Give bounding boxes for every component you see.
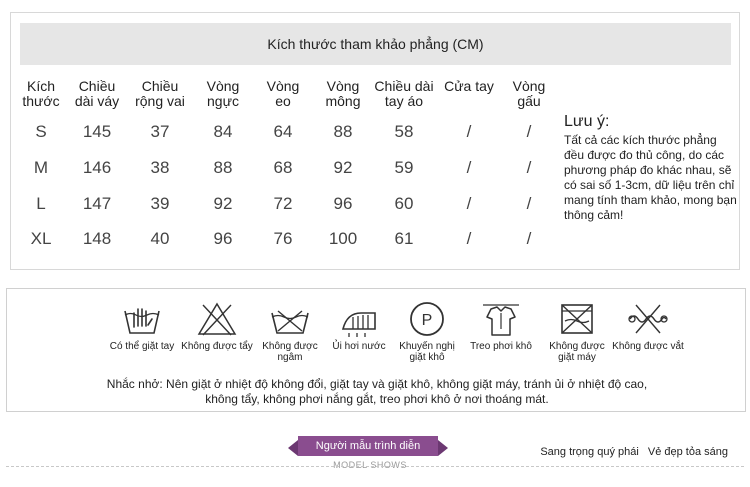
table-header-cell: Chiều rộng vai bbox=[135, 78, 185, 109]
steam-iron-icon bbox=[337, 299, 381, 339]
table-cell: 88 bbox=[213, 158, 233, 177]
table-cell: S bbox=[35, 122, 47, 141]
table-cell: / bbox=[466, 122, 472, 141]
care-reminder: Nhắc nhở: Nên giặt ở nhiệt độ không đổi, giặt tay và giặt khô, không giặt máy, tránh ủi ở nhiệt độ cao, không tẩy, không phơi nắng gắt, treo phơi khô ở nơi thoáng mát. bbox=[106, 377, 648, 406]
table-cell: 100 bbox=[328, 229, 358, 248]
footer-divider bbox=[6, 466, 744, 467]
badge-label: Người mẫu trình diễn bbox=[298, 436, 438, 456]
table-cell: / bbox=[466, 194, 472, 213]
ribbon-tail-left bbox=[288, 440, 298, 456]
badge-subtitle: MODEL SHOWS bbox=[333, 460, 407, 470]
table-cell: / bbox=[466, 229, 472, 248]
slogan bbox=[540, 446, 728, 458]
note-title: Lưu ý: bbox=[564, 113, 610, 130]
size-chart-panel bbox=[10, 12, 740, 270]
care-item: Ủi hơi nước bbox=[323, 299, 395, 352]
care-item: Có thể giặt tay bbox=[106, 299, 178, 352]
care-item: Treo phơi khô bbox=[465, 299, 537, 352]
care-item: Không được ngâm bbox=[254, 299, 326, 363]
dry-clean-icon bbox=[405, 299, 449, 339]
ribbon-tail-right bbox=[438, 440, 448, 456]
table-cell: 96 bbox=[213, 229, 233, 248]
size-chart-title: Kích thước tham khảo phẳng (CM) bbox=[20, 23, 731, 65]
care-item: Không được giặt máy bbox=[541, 299, 613, 363]
note-text: Tất cả các kích thước phẳng đều được đo thủ công, do các phương pháp đo khác nhau, sẽ có sai số 1-3cm, dữ liệu trên chỉ mang tính tham khảo, mong bạn thông cảm! bbox=[564, 133, 737, 222]
no-bleach-icon bbox=[195, 299, 239, 339]
svg-text:P: P bbox=[421, 312, 433, 329]
table-header-cell: Chiều dài váy bbox=[74, 78, 120, 109]
table-cell: 92 bbox=[333, 158, 353, 177]
table-cell: / bbox=[526, 229, 532, 248]
table-cell: 58 bbox=[394, 122, 414, 141]
table-cell: / bbox=[526, 194, 532, 213]
table-cell: 88 bbox=[333, 122, 353, 141]
table-cell: 146 bbox=[82, 158, 112, 177]
table-cell: / bbox=[526, 158, 532, 177]
table-cell: / bbox=[466, 158, 472, 177]
table-cell: 72 bbox=[273, 194, 293, 213]
table-cell: 40 bbox=[150, 229, 170, 248]
table-header-cell: Vòng ngực bbox=[206, 78, 240, 109]
model-shows-badge bbox=[288, 436, 448, 458]
table-cell: L bbox=[36, 194, 46, 213]
table-cell: 96 bbox=[333, 194, 353, 213]
size-note bbox=[564, 113, 739, 223]
table-cell: 38 bbox=[150, 158, 170, 177]
hang-dry-icon bbox=[479, 299, 523, 339]
table-cell: 61 bbox=[394, 229, 414, 248]
no-soak-icon bbox=[268, 299, 312, 339]
table-cell: 59 bbox=[394, 158, 414, 177]
care-panel bbox=[6, 288, 746, 412]
care-item: P Khuyến nghị giặt khô bbox=[391, 299, 463, 363]
hand-wash-icon bbox=[120, 299, 164, 339]
table-cell: 84 bbox=[213, 122, 233, 141]
table-cell: 147 bbox=[82, 194, 112, 213]
table-cell: XL bbox=[30, 229, 52, 248]
table-header-cell: Vòng eo bbox=[266, 78, 300, 109]
table-cell: 145 bbox=[82, 122, 112, 141]
slogan-right: Vẻ đẹp tỏa sáng bbox=[647, 446, 728, 458]
care-item: Không được tẩy bbox=[181, 299, 253, 352]
care-item: Không được vắt bbox=[612, 299, 684, 352]
table-cell: 60 bbox=[394, 194, 414, 213]
table-cell: M bbox=[33, 158, 49, 177]
table-cell: / bbox=[526, 122, 532, 141]
table-cell: 39 bbox=[150, 194, 170, 213]
no-machine-wash-icon bbox=[555, 299, 599, 339]
table-header-cell: Vòng mông bbox=[325, 78, 361, 109]
table-header-cell: Cửa tay bbox=[444, 78, 494, 94]
table-cell: 37 bbox=[150, 122, 170, 141]
slogan-left: Sang trọng quý phái bbox=[540, 446, 639, 458]
table-cell: 148 bbox=[82, 229, 112, 248]
table-cell: 64 bbox=[273, 122, 293, 141]
table-cell: 68 bbox=[273, 158, 293, 177]
table-header-cell: Chiều dài tay áo bbox=[374, 78, 434, 109]
no-wring-icon bbox=[626, 299, 670, 339]
table-header-cell: Kích thước bbox=[22, 78, 60, 109]
table-cell: 92 bbox=[213, 194, 233, 213]
table-header-cell: Vòng gấu bbox=[512, 78, 546, 109]
table-cell: 76 bbox=[273, 229, 293, 248]
